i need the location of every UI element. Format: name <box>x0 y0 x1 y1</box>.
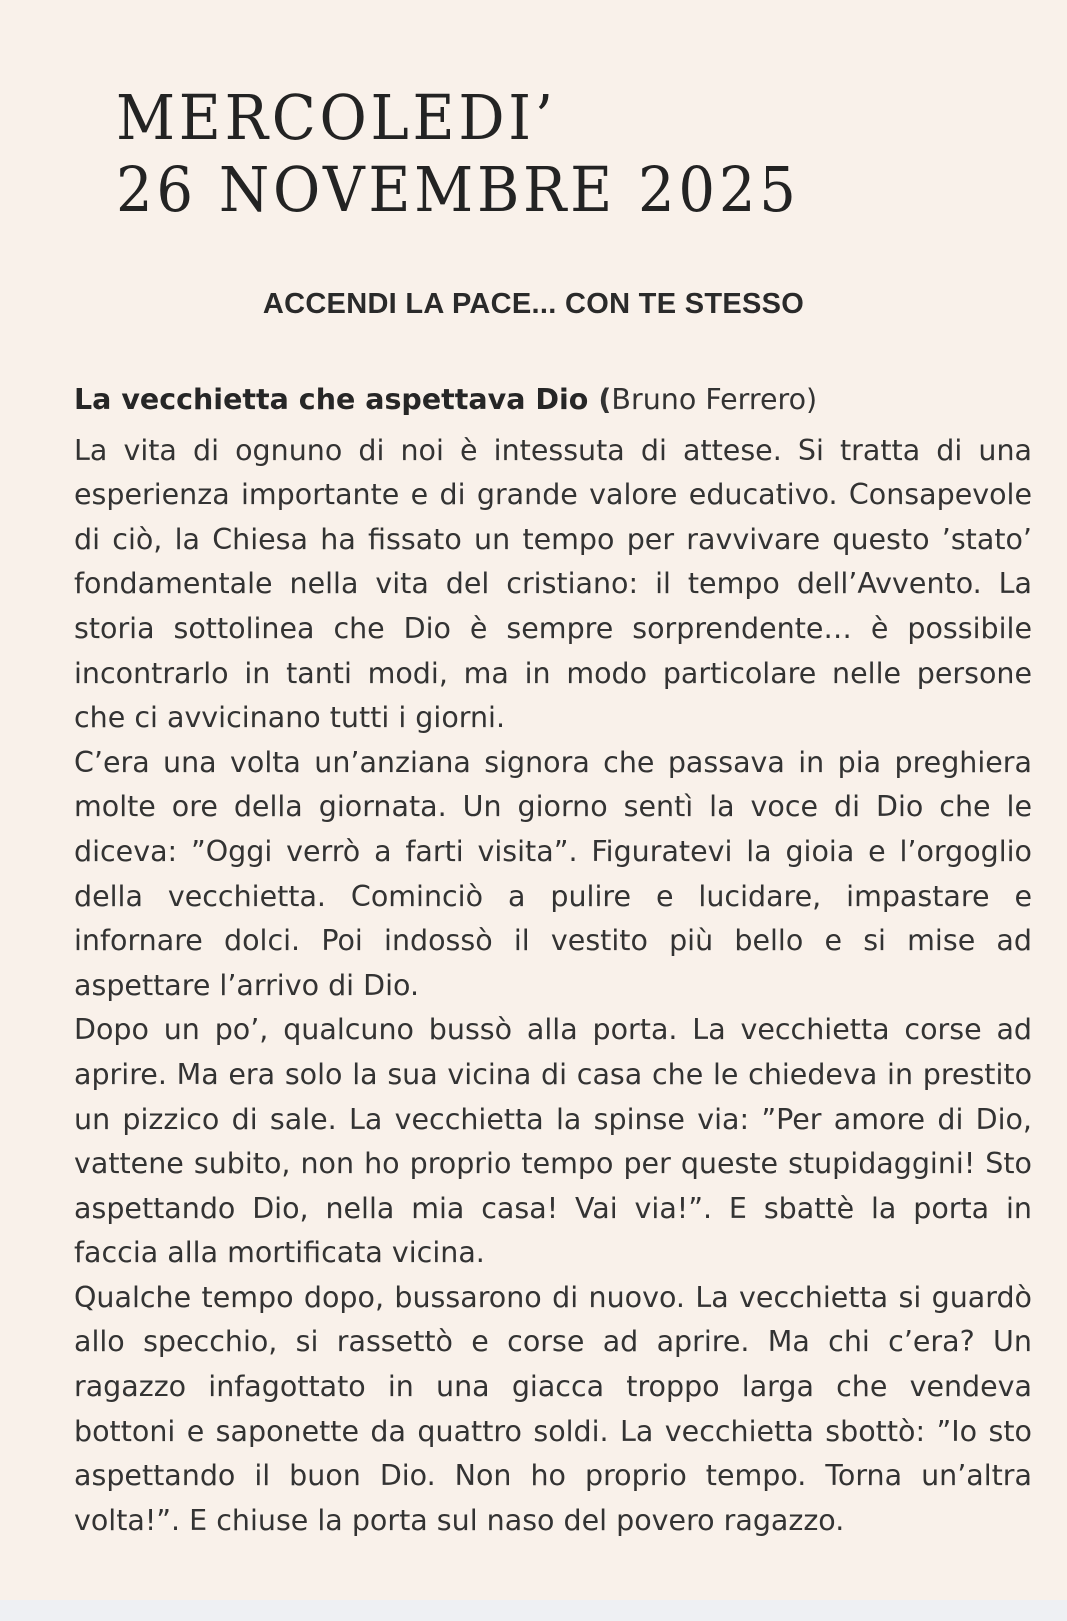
paragraph-intro: La vita di ognuno di noi è intessuta di attese. Si tratta di una esperienza importante e di grande valore educativo. Consapevole di ciò, la Chiesa ha fissato un tempo per ravvivare questo ’stato’ fondamentale nella vita del cristiano: il tempo dell’Avvento. La storia sottolinea che Dio è sempre sorprendente… è possibile incontrarlo in tanti modi, ma in modo particolare nelle persone che ci avvicinano tutti i giorni. <box>74 433 1032 735</box>
theme-subtitle: ACCENDI LA PACE... CON TE STESSO <box>262 288 805 320</box>
paragraph-boy: Qualche tempo dopo, bussarono di nuovo. La vecchietta si guardò allo specchio, si rassettò e corse ad aprire. Ma chi c’era? Un ragazzo infagottato in una giacca troppo larga che vendeva bottoni e saponette da quattro soldi. La vecchietta sbottò: ”Io sto aspettando il buon Dio. Non ho proprio tempo. Torna un’altra volta!”. E chiuse la porta sul naso del povero ragazzo. <box>74 1280 1032 1537</box>
story-heading <box>74 378 1032 423</box>
date-weekday: MERCOLEDI’ <box>116 81 557 154</box>
paragraph-neighbor: Dopo un po’, qualcuno bussò alla porta. La vecchietta corse ad aprire. Ma era solo la sua vicina di casa che le chiedeva in prestito un pizzico di sale. La vecchietta la spinse via: ”Per amore di Dio, vattene subito, non ho proprio tempo per queste stupidaggini! Sto aspettando Dio, nella mia casa! Vai via!”. E sbattè la porta in faccia alla mortificata vicina. <box>74 1013 1032 1270</box>
story-author: Bruno Ferrero) <box>611 383 818 416</box>
date-title <box>116 82 800 226</box>
author-open-paren: ( <box>598 383 612 416</box>
paragraph-visit-announcement: C’era una volta un’anziana signora che passava in pia preghiera molte ore della giornata. Un giorno sentì la voce di Dio che le diceva: ”Oggi verrò a farti visita”. Figuratevi la gioia e l’orgoglio della vecchietta. Cominciò a pulire e lucidare, impastare e infornare dolci. Poi indossò il vestito più bello e si mise ad aspettare l’arrivo di Dio. <box>74 745 1032 1002</box>
story-title: La vecchietta che aspettava Dio <box>74 383 589 416</box>
story-body <box>74 378 1032 1543</box>
date-full: 26 NOVEMBRE 2025 <box>116 153 800 226</box>
